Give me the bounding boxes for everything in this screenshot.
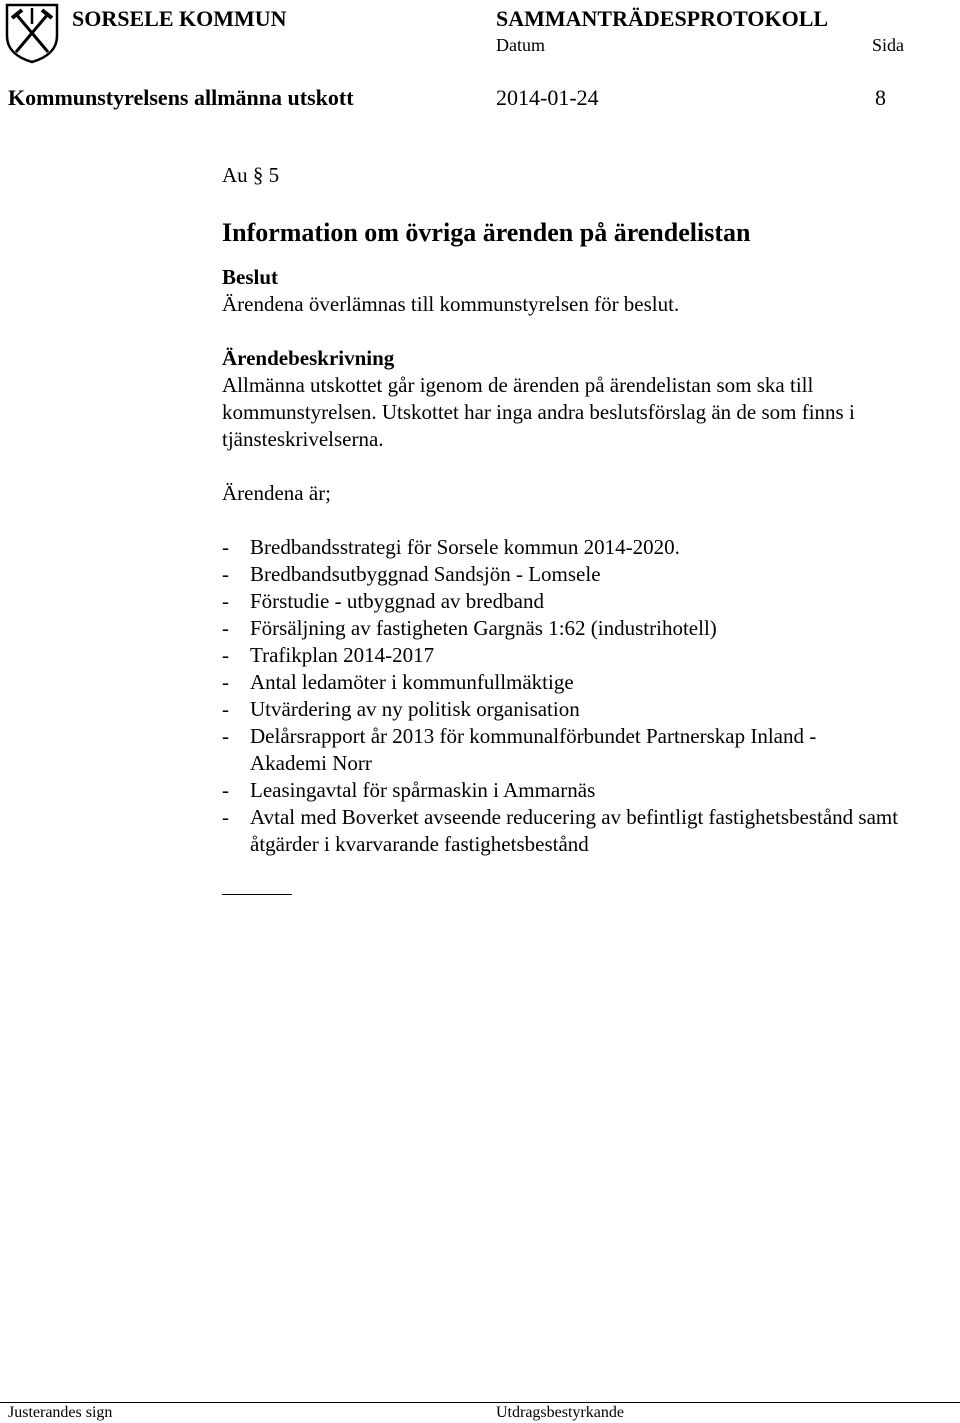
description-text: Allmänna utskottet går igenom de ärenden på ärendelistan som ska till kommunstyrelsen. Utskottet har inga andra beslutsförslag än de som finns i tjänsteskrivelserna. <box>222 373 855 451</box>
description-heading: Ärendebeskrivning <box>222 346 395 370</box>
decision-text: Ärendena överlämnas till kommunstyrelsen för beslut. <box>222 292 680 316</box>
items-intro: Ärendena är; <box>222 481 332 505</box>
list-item: - Avtal med Boverket avseende reducering av befintligt fastighetsbestånd samt åtgärder i kvarvarande fastighetsbestånd <box>222 805 899 856</box>
description-block <box>222 345 932 453</box>
date-label: Datum <box>496 35 545 55</box>
list-item: - Leasingavtal för spårmaskin i Ammarnäs <box>222 778 596 802</box>
section-title: Information om övriga ärenden på ärendelistan <box>222 218 751 247</box>
decision-block <box>222 264 932 318</box>
extract-label: Utdragsbestyrkande <box>496 1404 624 1421</box>
list-item-text: Bredbandsutbyggnad Sandsjön - Lomsele <box>250 562 601 586</box>
organization-name: SORSELE KOMMUN <box>72 6 287 31</box>
footer-divider <box>0 1402 960 1403</box>
list-item-text: Försäljning av fastigheten Gargnäs 1:62 (industrihotell) <box>250 616 717 640</box>
closing-rule <box>222 894 292 895</box>
decision-heading: Beslut <box>222 265 279 289</box>
document-type: SAMMANTRÄDESPROTOKOLL <box>496 6 829 31</box>
document-body <box>222 162 932 895</box>
list-item: - Delårsrapport år 2013 för kommunalförbundet Partnerskap Inland - Akademi Norr <box>222 724 817 775</box>
list-item: - Trafikplan 2014-2017 <box>222 643 435 667</box>
items-list <box>222 534 932 858</box>
list-item-text: Antal ledamöter i kommunfullmäktige <box>250 670 574 694</box>
list-item: - Bredbandsutbyggnad Sandsjön - Lomsele <box>222 562 601 586</box>
list-item-text: Leasingavtal för spårmaskin i Ammarnäs <box>250 778 596 802</box>
page-label: Sida <box>872 35 905 55</box>
page-number: 8 <box>875 85 886 110</box>
list-item-text: Delårsrapport år 2013 för kommunalförbundet Partnerskap Inland - Akademi Norr <box>250 724 817 775</box>
list-item-text: Bredbandsstrategi för Sorsele kommun 2014-2020. <box>250 535 680 559</box>
list-item: - Antal ledamöter i kommunfullmäktige <box>222 670 574 694</box>
list-item-text: Avtal med Boverket avseende reducering av befintligt fastighetsbestånd samt åtgärder i kvarvarande fastighetsbestånd <box>250 805 899 856</box>
list-item: - Utvärdering av ny politisk organisation <box>222 697 580 721</box>
list-item: - Försäljning av fastigheten Gargnäs 1:62 (industrihotell) <box>222 616 717 640</box>
list-item-text: Förstudie - utbyggnad av bredband <box>250 589 544 613</box>
meeting-date: 2014-01-24 <box>496 85 599 110</box>
list-item-text: Trafikplan 2014-2017 <box>250 643 435 667</box>
committee-name: Kommunstyrelsens allmänna utskott <box>8 85 354 110</box>
sign-label: Justerandes sign <box>8 1404 113 1421</box>
paragraph-number: Au § 5 <box>222 163 280 187</box>
municipality-coat-of-arms-logo <box>4 2 60 64</box>
list-item: - Förstudie - utbyggnad av bredband <box>222 589 544 613</box>
list-item: - Bredbandsstrategi för Sorsele kommun 2014-2020. <box>222 535 680 559</box>
list-item-text: Utvärdering av ny politisk organisation <box>250 697 580 721</box>
